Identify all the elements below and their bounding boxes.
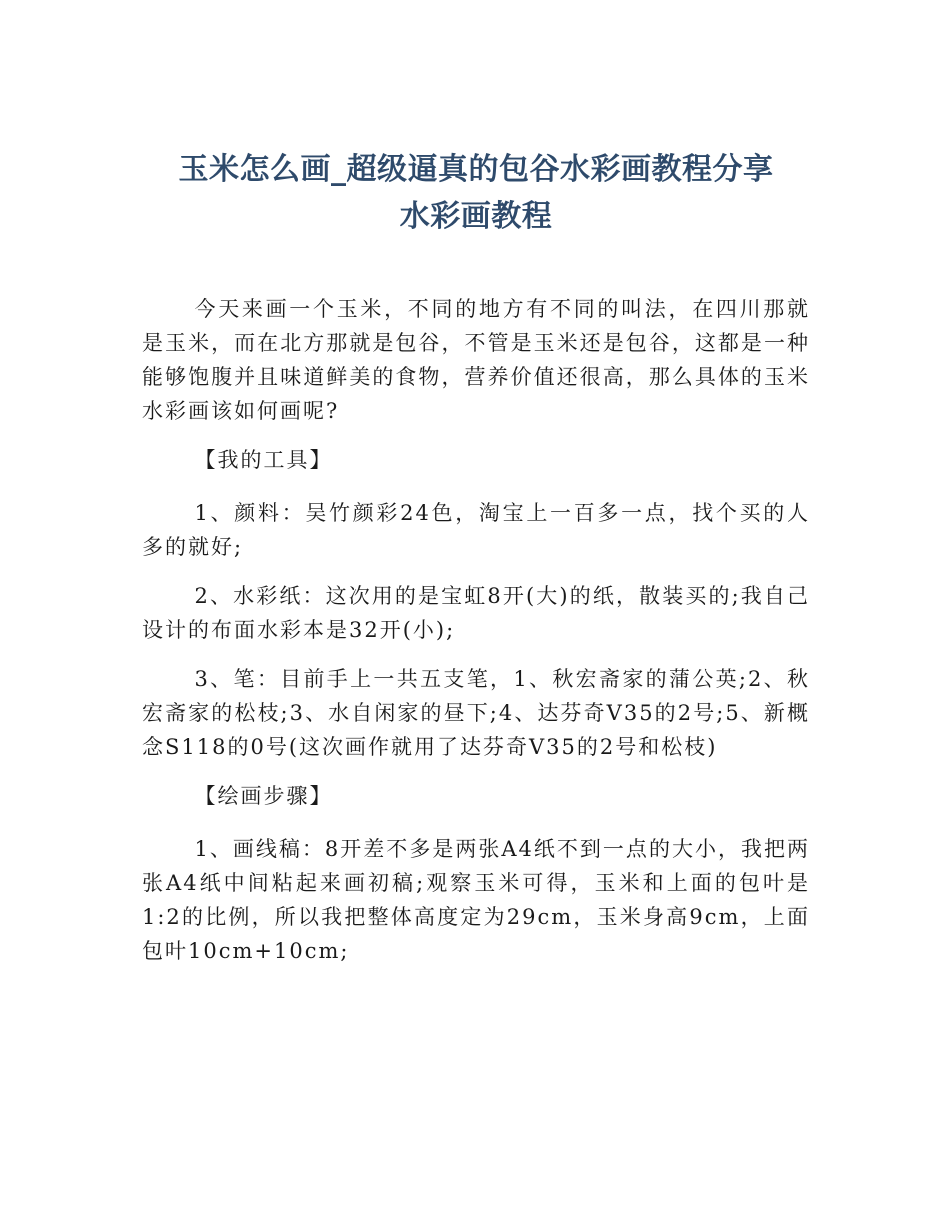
title-line-1: 玉米怎么画_超级逼真的包谷水彩画教程分享 <box>178 152 774 187</box>
step-item-sketch: 1、画线稿：8开差不多是两张A4纸不到一点的大小，我把两张A4纸中间粘起来画初稿;观察玉米可得，玉米和上面的包叶是1:2的比例，所以我把整体高度定为29cm，玉米身高9cm，上面包叶10cm+10cm; <box>142 837 810 963</box>
tools-item-paint: 1、颜料：吴竹颜彩24色，淘宝上一百多一点，找个买的人多的就好; <box>142 501 810 559</box>
section-heading-tools: 【我的工具】 <box>194 448 333 472</box>
intro-paragraph: 今天来画一个玉米，不同的地方有不同的叫法，在四川那就是玉米，而在北方那就是包谷，不管是玉米还是包谷，这都是一种能够饱腹并且味道鲜美的食物，营养价值还很高，那么具体的玉米水彩画该如何画呢? <box>142 297 810 423</box>
document-title <box>142 146 810 240</box>
document-body <box>142 292 810 968</box>
document-page <box>142 146 810 983</box>
section-heading-steps: 【绘画步骤】 <box>194 784 333 808</box>
title-line-2: 水彩画教程 <box>399 199 553 234</box>
tools-item-brushes: 3、笔：目前手上一共五支笔，1、秋宏斋家的蒲公英;2、秋宏斋家的松枝;3、水自闲家的昼下;4、达芬奇V35的2号;5、新概念S118的0号(这次画作就用了达芬奇V35的2号和松枝) <box>142 667 810 759</box>
tools-item-paper: 2、水彩纸：这次用的是宝虹8开(大)的纸，散装买的;我自己设计的布面水彩本是32开(小); <box>142 584 810 642</box>
